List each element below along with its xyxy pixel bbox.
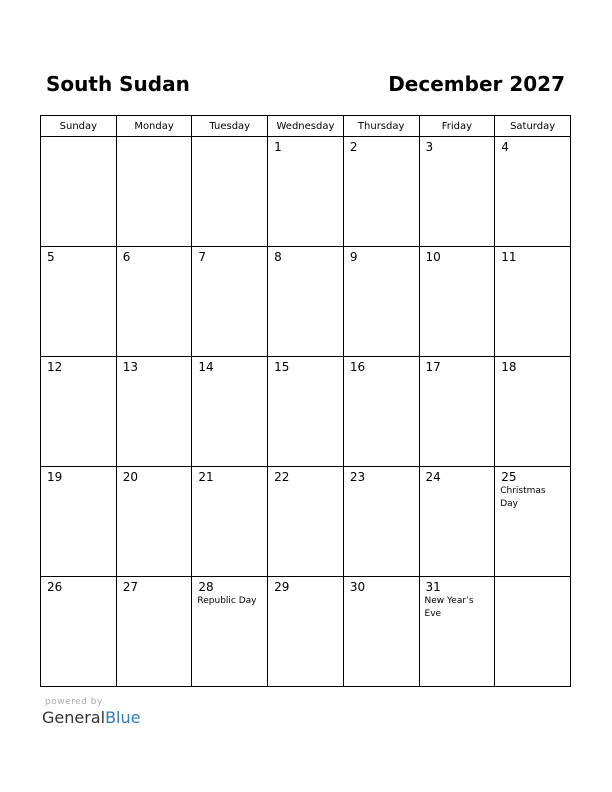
day-cell	[268, 247, 344, 357]
day-number: 30	[349, 580, 366, 594]
weekday-sunday: Sunday	[41, 116, 117, 137]
holiday-label: New Year’s Eve	[424, 596, 474, 619]
day-cell	[343, 577, 419, 687]
holiday-label: Republic Day	[197, 596, 257, 606]
day-number: 13	[122, 360, 138, 374]
day-number: 17	[425, 360, 441, 374]
week-row	[41, 467, 571, 577]
day-number: 21	[198, 470, 214, 484]
day-cell	[116, 467, 192, 577]
day-number: 14	[198, 360, 214, 374]
weekday-monday: Monday	[116, 116, 192, 137]
week-row	[41, 137, 571, 247]
day-number: 23	[349, 470, 366, 484]
day-cell	[192, 577, 268, 687]
day-cell	[343, 137, 419, 247]
day-number: 10	[425, 250, 441, 264]
day-number: 16	[349, 360, 366, 374]
day-cell	[419, 467, 495, 577]
day-number: 8	[274, 250, 282, 264]
day-cell	[116, 247, 192, 357]
weekday-wednesday: Wednesday	[268, 116, 344, 137]
day-cell	[192, 137, 268, 247]
day-number: 7	[198, 250, 207, 264]
day-number: 29	[274, 580, 290, 594]
day-number: 11	[501, 250, 517, 264]
weekday-tuesday: Tuesday	[192, 116, 268, 137]
day-cell	[192, 357, 268, 467]
day-number: 24	[425, 470, 441, 484]
day-number: 22	[274, 470, 290, 484]
day-cell	[268, 137, 344, 247]
day-number: 15	[274, 360, 290, 374]
day-cell	[41, 577, 117, 687]
country-title: South Sudan	[46, 72, 190, 96]
brand-part-2: Blue	[105, 708, 141, 727]
calendar-grid	[40, 115, 571, 687]
day-cell	[192, 247, 268, 357]
day-cell	[268, 467, 344, 577]
day-cell	[495, 357, 571, 467]
day-number: 25	[501, 470, 517, 484]
week-row	[41, 357, 571, 467]
day-number: 26	[47, 580, 63, 594]
day-number: 1	[274, 140, 282, 154]
day-number: 4	[501, 140, 509, 154]
day-number: 27	[122, 580, 138, 594]
day-number: 18	[501, 360, 517, 374]
day-cell	[343, 467, 419, 577]
day-number: 9	[349, 250, 358, 264]
day-cell	[419, 357, 495, 467]
day-cell	[343, 247, 419, 357]
brand-logo	[42, 708, 140, 727]
weekday-saturday: Saturday	[495, 116, 571, 137]
day-cell	[268, 577, 344, 687]
day-cell	[343, 357, 419, 467]
calendar-body	[41, 137, 571, 687]
day-cell	[41, 137, 117, 247]
day-cell	[116, 357, 192, 467]
day-number: 2	[349, 140, 358, 154]
day-cell	[116, 577, 192, 687]
day-cell	[419, 247, 495, 357]
weekday-thursday: Thursday	[343, 116, 419, 137]
brand-part-1: General	[42, 708, 106, 727]
day-cell	[495, 247, 571, 357]
day-number: 12	[47, 360, 63, 374]
day-cell	[192, 467, 268, 577]
week-row	[41, 577, 571, 687]
day-cell	[495, 577, 571, 687]
weekday-friday: Friday	[419, 116, 495, 137]
day-number: 31	[425, 580, 441, 594]
day-cell	[419, 577, 495, 687]
day-cell	[116, 137, 192, 247]
powered-by-label: powered by	[45, 697, 103, 707]
day-cell	[41, 357, 117, 467]
day-cell	[419, 137, 495, 247]
day-cell	[268, 357, 344, 467]
day-cell	[495, 137, 571, 247]
day-number: 6	[122, 250, 131, 264]
day-number: 28	[198, 580, 214, 594]
day-number: 5	[47, 250, 55, 264]
footer	[42, 697, 140, 727]
weekday-header-row	[41, 116, 571, 137]
month-year-title: December 2027	[388, 72, 565, 96]
day-number: 19	[47, 470, 63, 484]
day-cell	[41, 247, 117, 357]
day-cell	[495, 467, 571, 577]
day-number: 20	[122, 470, 138, 484]
day-cell	[41, 467, 117, 577]
week-row	[41, 247, 571, 357]
day-number: 3	[425, 140, 434, 154]
holiday-label: Christmas Day	[500, 486, 546, 509]
